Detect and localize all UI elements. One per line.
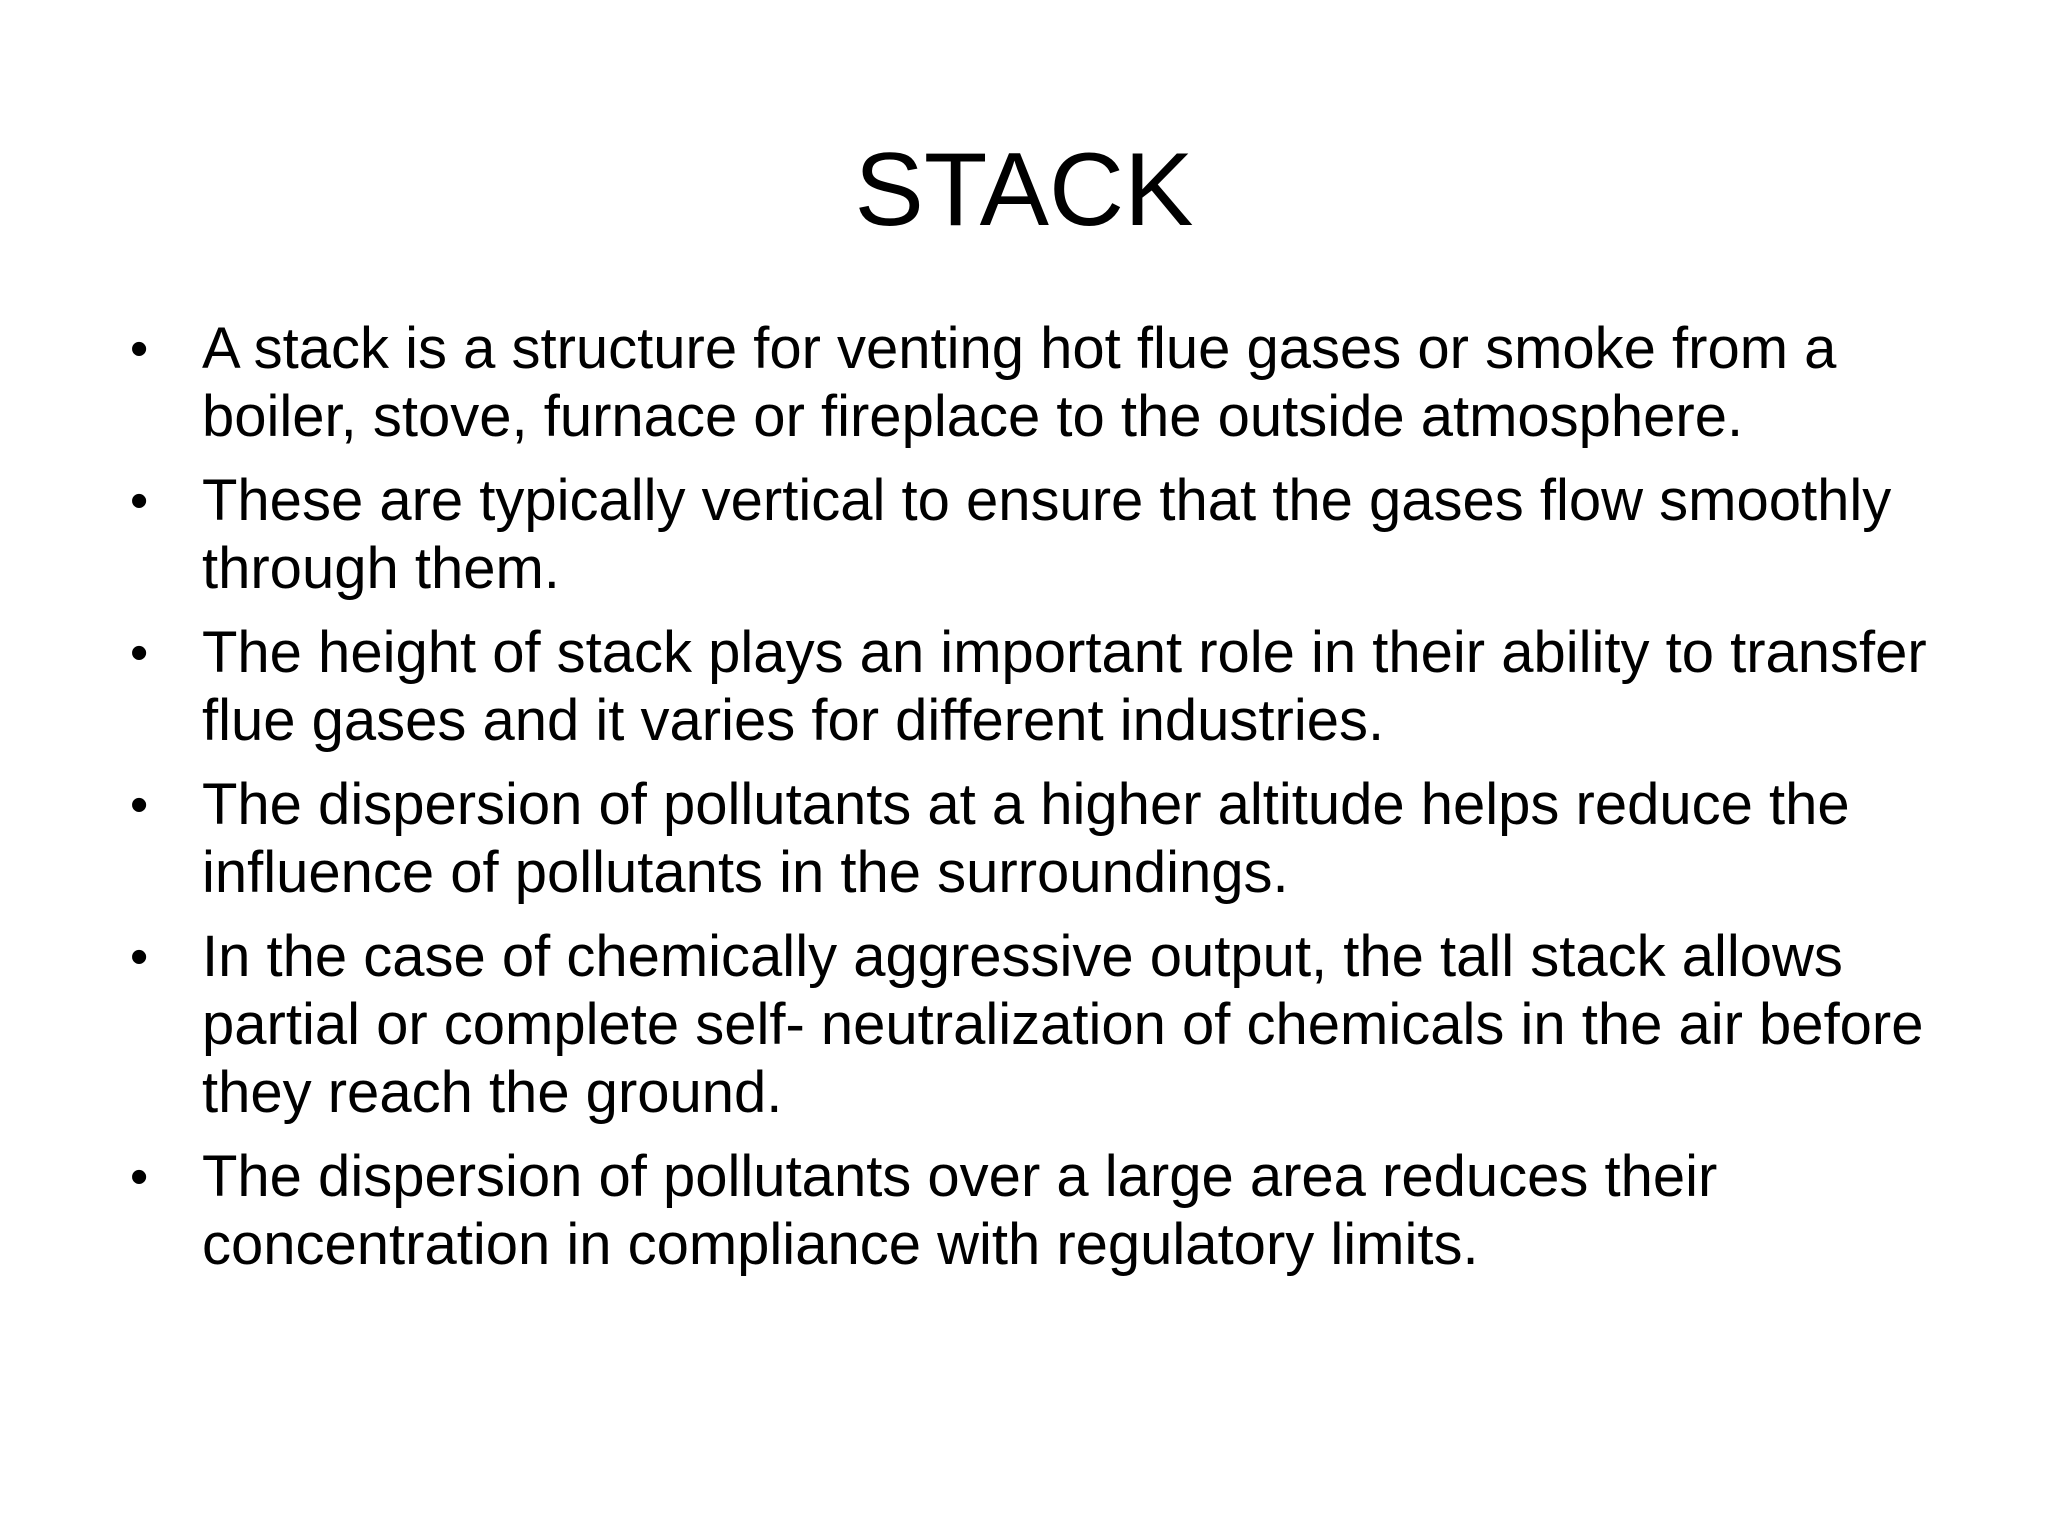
bullet-text: The height of stack plays an important role in their ability to transfer flue gases and it varies for different industries. <box>202 620 1927 753</box>
bullet-point-icon: • <box>130 776 149 834</box>
bullet-item <box>118 619 1978 755</box>
bullet-text: A stack is a structure for venting hot flue gases or smoke from a boiler, stove, furnace or fireplace to the outside atmosphere. <box>202 316 1837 449</box>
slide-title: STACK <box>854 132 1194 248</box>
bullet-point-icon: • <box>130 624 149 682</box>
bullet-point-icon: • <box>130 1148 149 1206</box>
bullet-item <box>118 923 1978 1127</box>
bullet-item <box>118 315 1978 451</box>
bullet-text: The dispersion of pollutants over a large area reduces their concentration in compliance with regulatory limits. <box>202 1144 1718 1277</box>
bullet-text: In the case of chemically aggressive output, the tall stack allows partial or complete self- neutralization of chemicals in the air before they reach the ground. <box>202 924 1924 1125</box>
bullet-text: The dispersion of pollutants at a higher altitude helps reduce the influence of pollutants in the surroundings. <box>202 772 1850 905</box>
bullet-item <box>118 771 1978 907</box>
bullet-point-icon: • <box>130 320 149 378</box>
bullet-text: These are typically vertical to ensure that the gases flow smoothly through them. <box>202 468 1892 601</box>
bullet-point-icon: • <box>130 472 149 530</box>
bullet-list <box>118 315 1978 1295</box>
bullet-item <box>118 1143 1978 1279</box>
bullet-point-icon: • <box>130 928 149 986</box>
bullet-item <box>118 467 1978 603</box>
